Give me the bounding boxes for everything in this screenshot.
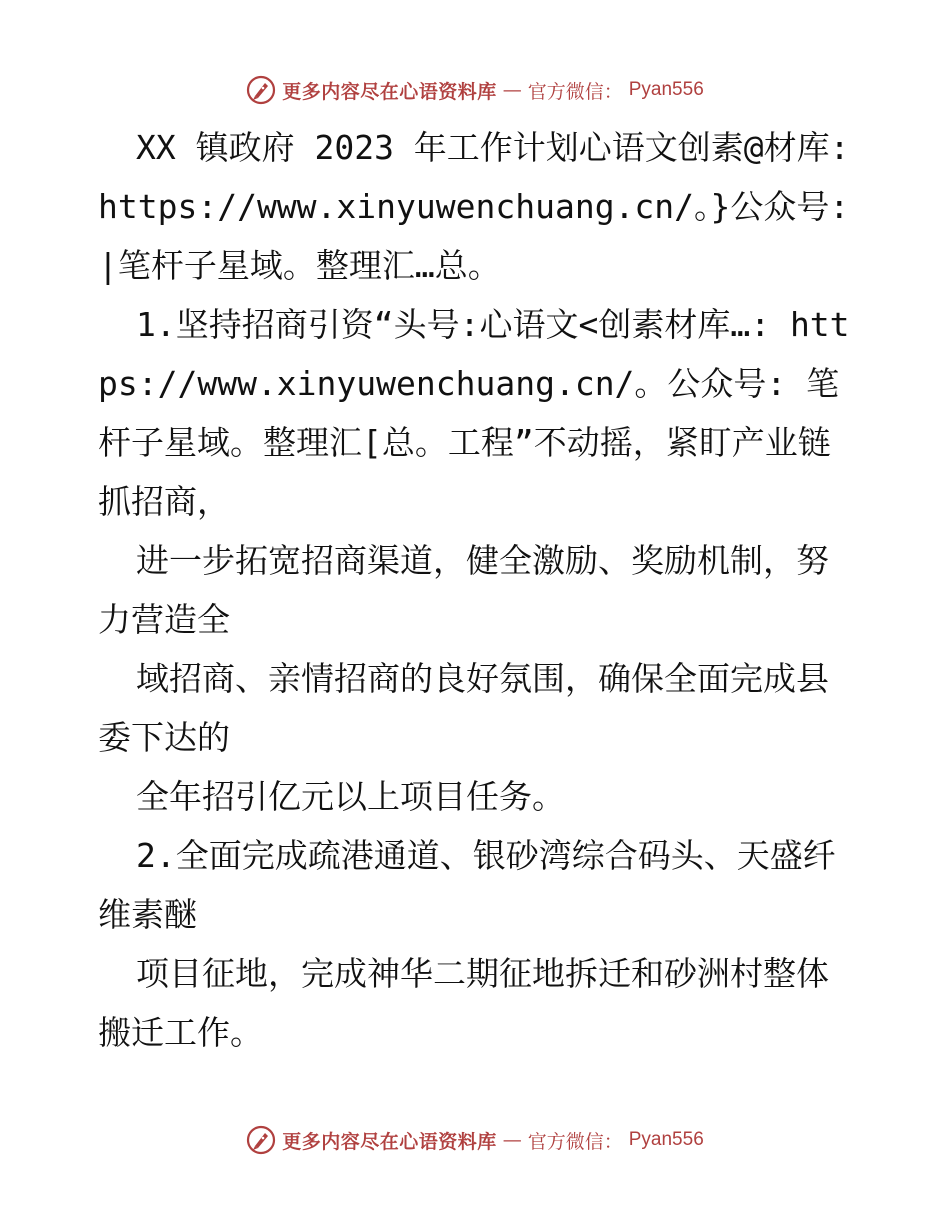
- header-banner-wechat-id: Pyan556: [628, 79, 704, 100]
- header-banner: [0, 70, 950, 110]
- footer-banner-separator: —: [502, 1129, 522, 1151]
- footer-banner-wechat-label: 官方微信：: [527, 1130, 623, 1153]
- paragraph-item-1-cont-c: 全年招引亿元以上项目任务。: [136, 777, 565, 816]
- paragraph-title-source: XX 镇政府 2023 年工作计划心语文创素@材库: https://www.xinyuwenchuang.cn/。}公众号: |笔杆子星域。整理汇…总。: [98, 128, 850, 285]
- paragraph-item-1-cont-a: 进一步拓宽招商渠道，健全激励、奖励机制，努力营造全: [98, 541, 829, 639]
- footer-banner-text: 更多内容尽在心语资料库: [282, 1130, 497, 1153]
- pen-nib-logo-icon: [246, 75, 276, 105]
- paragraph-item-2-cont: 项目征地，完成神华二期征地拆迁和砂洲村整体搬迁工作。: [98, 954, 829, 1052]
- header-banner-text: 更多内容尽在心语资料库: [282, 80, 497, 103]
- footer-banner-wechat-id: Pyan556: [628, 1129, 704, 1150]
- paragraph-item-2: 2.全面完成疏港通道、银砂湾综合码头、天盛纤维素醚: [98, 836, 836, 934]
- paragraph-item-1: 1.坚持招商引资“头号:心语文<创素材库…: https://www.xinyuwenchuang.cn/。公众号: 笔杆子星域。整理汇[总。工程”不动摇，紧盯产业链抓招商，: [98, 305, 850, 521]
- pen-nib-logo-icon: [246, 1125, 276, 1155]
- footer-banner: [0, 1120, 950, 1160]
- header-banner-separator: —: [502, 79, 522, 101]
- header-banner-wechat-label: 官方微信：: [527, 80, 623, 103]
- paragraph-item-1-cont-b: 域招商、亲情招商的良好氛围，确保全面完成县委下达的: [98, 659, 829, 757]
- document-body: [98, 118, 854, 1062]
